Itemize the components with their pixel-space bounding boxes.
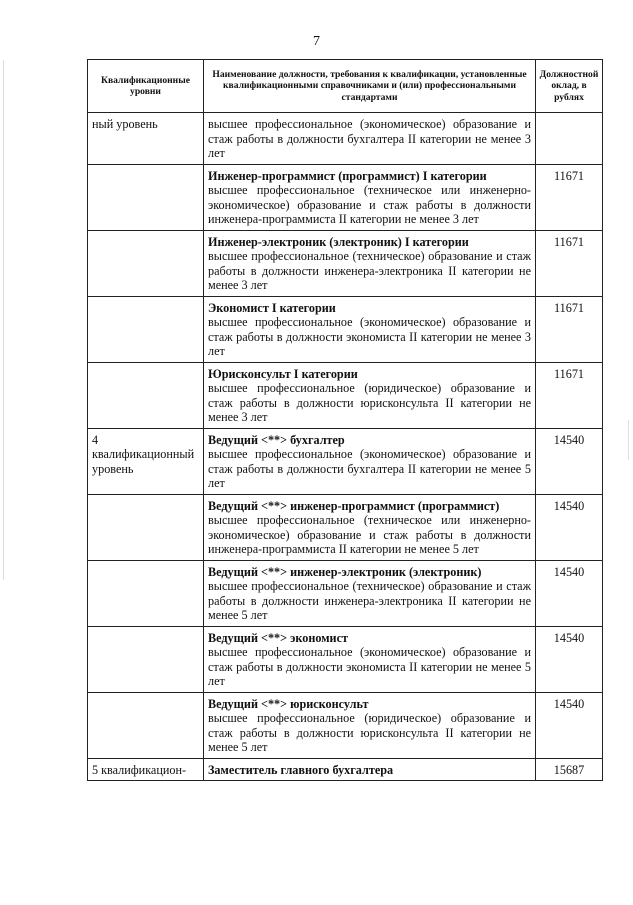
position-cell	[204, 113, 536, 165]
table-row	[88, 230, 603, 296]
position-title: Ведущий <**> экономист	[208, 630, 348, 645]
position-requirements: высшее профессиональное (техническое) образование и стаж работы в должности инженера-электроника II категории не менее 5 лет	[208, 579, 531, 622]
position-cell	[204, 758, 536, 781]
qualification-level-cell: ный уровень	[88, 113, 204, 165]
table-row	[88, 113, 603, 165]
position-requirements: высшее профессиональное (юридическое) образование и стаж работы в должности юрисконсульта II категории не менее 3 лет	[208, 381, 531, 424]
salary-cell	[536, 113, 603, 165]
position-cell	[204, 428, 536, 494]
position-cell	[204, 164, 536, 230]
salary-cell: 14540	[536, 494, 603, 560]
position-title: Ведущий <**> инженер-программист (программист)	[208, 498, 500, 513]
salary-cell: 11671	[536, 362, 603, 428]
position-requirements: высшее профессиональное (техническое или инженерно-экономическое) образование и стаж работы в должности инженера-программиста II категории не менее 5 лет	[208, 513, 531, 556]
table-row	[88, 692, 603, 758]
position-title: Юрисконсульт I категории	[208, 366, 358, 381]
position-cell	[204, 362, 536, 428]
column-header-position: Наименование должности, требования к квалификации, установленные квалификационными справочниками и (или) профессиональными стандартами	[204, 60, 536, 113]
position-title: Ведущий <**> юрисконсульт	[208, 696, 369, 711]
salary-cell: 11671	[536, 296, 603, 362]
qualification-level-cell	[88, 296, 204, 362]
position-requirements: высшее профессиональное (экономическое) образование и стаж работы в должности бухгалтера II категории не менее 3 лет	[208, 117, 531, 160]
table-row	[88, 362, 603, 428]
qualification-level-cell: 4 квалификационный уровень	[88, 428, 204, 494]
position-title: Экономист I категории	[208, 300, 336, 315]
salary-cell: 15687	[536, 758, 603, 781]
position-requirements: высшее профессиональное (техническое или инженерно-экономическое) образование и стаж работы в должности инженера-программиста II категории не менее 3 лет	[208, 183, 531, 226]
position-title: Инженер-программист (программист) I категории	[208, 168, 487, 183]
salary-cell: 14540	[536, 626, 603, 692]
table-row	[88, 494, 603, 560]
qualification-level-cell: 5 квалификацион-	[88, 758, 204, 781]
qualification-level-cell	[88, 362, 204, 428]
position-requirements: высшее профессиональное (экономическое) образование и стаж работы в должности экономиста II категории не менее 5 лет	[208, 645, 531, 688]
qualification-level-cell	[88, 230, 204, 296]
position-cell	[204, 560, 536, 626]
position-cell	[204, 626, 536, 692]
position-title: Ведущий <**> инженер-электроник (электроник)	[208, 564, 482, 579]
qualification-level-cell	[88, 692, 204, 758]
salary-cell: 14540	[536, 428, 603, 494]
table-row	[88, 626, 603, 692]
salary-cell: 14540	[536, 560, 603, 626]
position-cell	[204, 230, 536, 296]
position-title: Инженер-электроник (электроник) I категории	[208, 234, 469, 249]
column-header-level: Квалификационные уровни	[88, 60, 204, 113]
table-row	[88, 428, 603, 494]
qualification-table	[87, 59, 603, 781]
table-header-row	[88, 60, 603, 113]
qualification-level-cell	[88, 494, 204, 560]
table-row	[88, 560, 603, 626]
qualification-level-cell	[88, 164, 204, 230]
position-requirements: высшее профессиональное (техническое) образование и стаж работы в должности инженера-электроника II категории не менее 3 лет	[208, 249, 531, 292]
position-cell	[204, 296, 536, 362]
scan-edge-mark	[628, 420, 629, 460]
table-row	[88, 296, 603, 362]
table-row	[88, 758, 603, 781]
position-cell	[204, 494, 536, 560]
position-title: Заместитель главного бухгалтера	[208, 762, 394, 777]
qualification-level-cell	[88, 560, 204, 626]
salary-cell: 14540	[536, 692, 603, 758]
position-title: Ведущий <**> бухгалтер	[208, 432, 345, 447]
position-requirements: высшее профессиональное (экономическое) образование и стаж работы в должности бухгалтера II категории не менее 5 лет	[208, 447, 531, 490]
salary-cell: 11671	[536, 230, 603, 296]
salary-cell: 11671	[536, 164, 603, 230]
scan-edge-mark	[3, 60, 4, 580]
page-number: 7	[313, 34, 320, 49]
position-cell	[204, 692, 536, 758]
table-row	[88, 164, 603, 230]
column-header-salary: Должностной оклад, в рублях	[536, 60, 603, 113]
qualification-level-cell	[88, 626, 204, 692]
position-requirements: высшее профессиональное (экономическое) образование и стаж работы в должности экономиста II категории не менее 3 лет	[208, 315, 531, 358]
position-requirements: высшее профессиональное (юридическое) образование и стаж работы в должности юрисконсульта II категории не менее 5 лет	[208, 711, 531, 754]
